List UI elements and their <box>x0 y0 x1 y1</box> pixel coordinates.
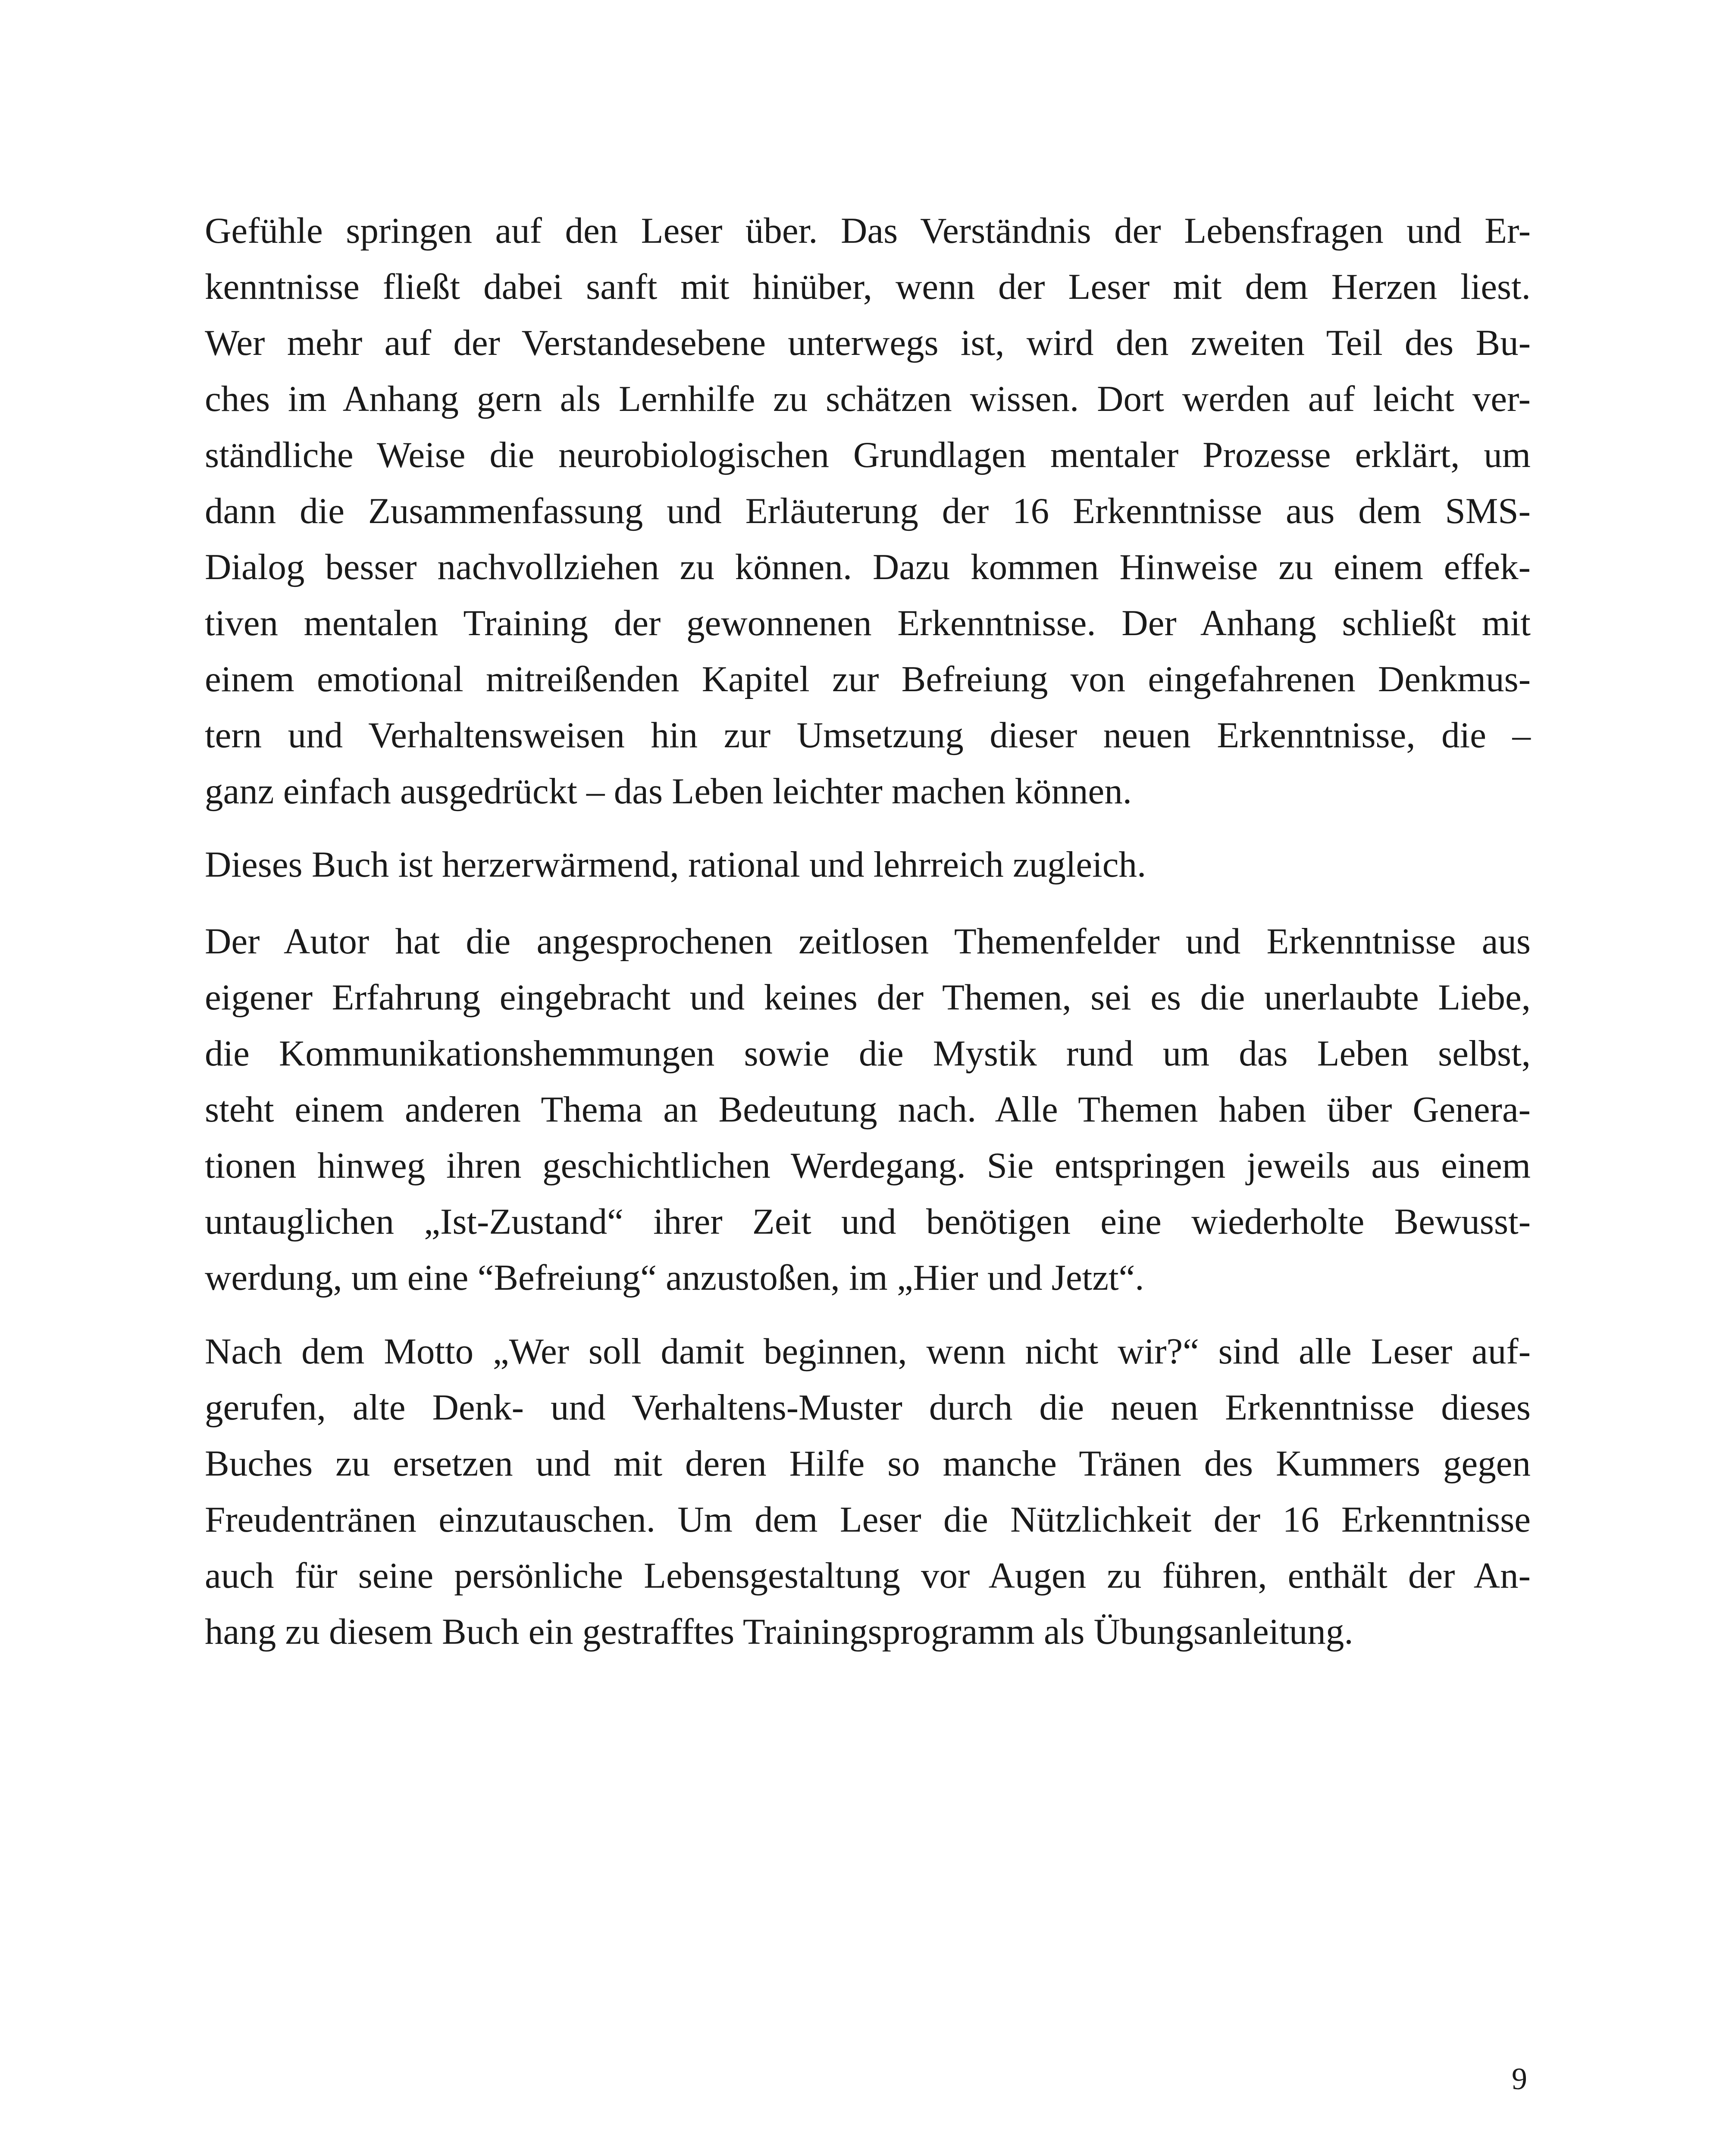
text-line: Dialog besser nachvollziehen zu können. Dazu kommen Hinweise zu einem effek- <box>205 547 1531 587</box>
paragraph-2 <box>205 837 1531 893</box>
text-line: ständliche Weise die neurobiologischen Grundlagen mentaler Prozesse erklärt, um <box>205 435 1531 475</box>
text-line: die Kommunikationshemmungen sowie die Mystik rund um das Leben selbst, <box>205 1033 1531 1074</box>
text-line: Freudentränen einzutauschen. Um dem Leser die Nützlichkeit der 16 Erkenntnisse <box>205 1499 1531 1540</box>
text-line: tiven mentalen Training der gewonnenen Erkenntnisse. Der Anhang schließt mit <box>205 603 1531 643</box>
text-line: dann die Zusammenfassung und Erläuterung der 16 Erkenntnisse aus dem SMS- <box>205 491 1531 531</box>
text-line: Nach dem Motto „Wer soll damit beginnen, wenn nicht wir?“ sind alle Leser auf- <box>205 1331 1531 1372</box>
text-line: steht einem anderen Thema an Bedeutung nach. Alle Themen haben über Genera- <box>205 1089 1531 1130</box>
paragraph-1 <box>205 203 1531 819</box>
text-line: hang zu diesem Buch ein gestrafftes Trainingsprogramm als Übungsanleitung. <box>205 1611 1353 1652</box>
text-line: Wer mehr auf der Verstandesebene unterwegs ist, wird den zweiten Teil des Bu- <box>205 323 1531 363</box>
text-line: Gefühle springen auf den Leser über. Das Verständnis der Lebensfragen und Er- <box>205 210 1531 251</box>
paragraph-3 <box>205 913 1531 1306</box>
text-line: Dieses Buch ist herzerwärmend, rational und lehrreich zugleich. <box>205 844 1146 885</box>
text-line: ches im Anhang gern als Lernhilfe zu schätzen wissen. Dort werden auf leicht ver- <box>205 379 1531 419</box>
text-line: einem emotional mitreißenden Kapitel zur Befreiung von eingefahrenen Denkmus- <box>205 659 1531 699</box>
text-line: werdung, um eine “Befreiung“ anzustoßen, im „Hier und Jetzt“. <box>205 1257 1144 1298</box>
text-line: untauglichen „Ist-Zustand“ ihrer Zeit und benötigen eine wiederholte Bewusst- <box>205 1201 1531 1242</box>
paragraph-4 <box>205 1323 1531 1660</box>
text-line: Buches zu ersetzen und mit deren Hilfe so manche Tränen des Kummers gegen <box>205 1443 1531 1484</box>
text-line: ganz einfach ausgedrückt – das Leben leichter machen können. <box>205 771 1132 812</box>
page-number: 9 <box>1512 2062 1527 2096</box>
text-line: eigener Erfahrung eingebracht und keines der Themen, sei es die unerlaubte Liebe, <box>205 977 1531 1018</box>
text-line: auch für seine persönliche Lebensgestaltung vor Augen zu führen, enthält der An- <box>205 1555 1531 1596</box>
text-line: tionen hinweg ihren geschichtlichen Werdegang. Sie entspringen jeweils aus einem <box>205 1145 1531 1186</box>
text-line: kenntnisse fließt dabei sanft mit hinüber, wenn der Leser mit dem Herzen liest. <box>205 266 1531 307</box>
text-line: gerufen, alte Denk- und Verhaltens-Muster durch die neuen Erkenntnisse dieses <box>205 1387 1531 1428</box>
text-line: tern und Verhaltensweisen hin zur Umsetzung dieser neuen Erkenntnisse, die – <box>205 715 1531 755</box>
text-line: Der Autor hat die angesprochenen zeitlosen Themenfelder und Erkenntnisse aus <box>205 921 1531 962</box>
